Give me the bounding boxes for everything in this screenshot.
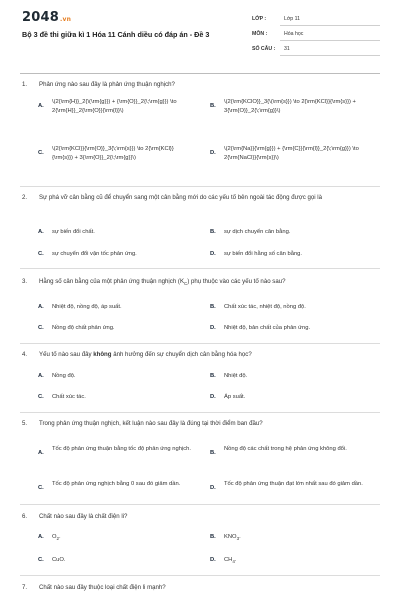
question-number: 3. <box>22 278 28 285</box>
question-number: 6. <box>22 513 28 520</box>
meta-count-underline <box>280 55 380 56</box>
question-number: 5. <box>22 420 28 427</box>
question-number: 7. <box>22 584 28 591</box>
question-text: Chất nào sau đây thuộc loại chất điện li mạnh? <box>39 584 166 591</box>
question-text: Trong phản ứng thuận nghịch, kết luận nào sau đây là đúng tại thời điểm ban đầu? <box>39 420 263 427</box>
question-text: Sự phá vỡ cân bằng cũ để chuyển sang một cân bằng mới do các yếu tố bên ngoài tác động được gọi là <box>39 194 323 201</box>
question-separator <box>20 268 380 269</box>
question-number: 1. <box>22 81 28 88</box>
header-divider <box>20 73 380 74</box>
question-separator <box>20 575 380 576</box>
question-text: Hằng số cân bằng của một phản ứng thuận nghịch $(K_C)$ phụ thuộc vào các yếu tố nào sau? <box>39 278 286 287</box>
question-separator <box>20 186 380 187</box>
header: 2048.vn Bộ 3 đề thi giữa kì 1 Hóa 11 Cánh diều có đáp án - Đề 3 LỚP : Lớp 11 MÔN : Hóa học SỐ CÂU : 31 <box>0 0 400 66</box>
question-separator <box>20 412 380 413</box>
logo-suffix: .vn <box>59 16 72 23</box>
meta-class-underline <box>280 25 380 26</box>
exam-page: 2048.vn Bộ 3 đề thi giữa kì 1 Hóa 11 Cánh diều có đáp án - Đề 3 LỚP : Lớp 11 MÔN : Hóa học SỐ CÂU : 31 1. Phản ứng nào sau đây là phản ứng thuận nghịch? A. \(2{\rm{H}}_2{\(\rm{g}}) + {\rm{O}}_2{\;\rm{g}}) \to 2{\rm{H}}_2{\rm{O}}{\rm{l}}\) B. \(2{\rm{KClO}}_3{\(\rm{s}}) \to 2{\rm{KCl}}{\rm{s}}) + 3{\rm{O}}_2{\;\rm{g}}\) C. \(2{\rm{KCl}}{\rm{O}}_3{\;\rm{s}}) \to 2{\rm{KCl}}{\rm{s}}) + 3{\rm{O}}_2{\;\rm{g}}\) D. \(2{\rm{Na}}{\rm{g}}) + {\rm{C}}{\rm{l}}_2{\;\rm{g}}) \to 2{\rm{NaCl}}{\rm{s}}\) 2. Sự phá vỡ cân bằng cũ để chuyển sang một cân bằng mới do các yếu tố bên ngoài tác động được gọi là A. sự biến đổi chất. B. sự dịch chuyển cân bằng. C. sự chuyển đổi vận tốc phản ứng. D. sự biến đổi hằng số cân bằng. 3. Hằng số cân bằng của một phản ứng thuận nghịch $(K_C)$ phụ thuộc vào các yếu tố nào sau? A. Nhiệt độ, nồng độ, áp suất. B. Chất xúc tác, nhiệt độ, nồng độ. C. Nồng độ chất phản ứng. D. Nhiệt độ, bản chất của phản ứng. 4. Yếu tố nào sau đây không ảnh hưởng đến sự chuyển dịch cân bằng hóa học? A. Nồng độ. B. Nhiệt độ. C. Chất xúc tác. D. Áp suất. 5. Trong phản ứng thuận nghịch, kết luận nào sau đây là đúng tại thời điểm ban đầu? A. Tốc độ phản ứng thuận bằng tốc độ phản ứng nghịch. B. Nồng độ các chất trong hệ phản ứng không đổi. C. Tốc độ phản ứng nghịch bằng 0 sau đó giảm dần. D. Tốc độ phản ứng thuận đạt lớn nhất sau đó giảm dần. 6. Chất nào sau đây là chất điện li? A. $O_2$. B. $KNO_3$. C. CuO. D. $CH_4$. 7. Chất nào sau đây thuộc loại chất điện li mạnh? <box>0 0 400 600</box>
question-text: Phản ứng nào sau đây là phản ứng thuận nghịch? <box>39 81 175 88</box>
question-separator <box>20 504 380 505</box>
question-number: 2. <box>22 194 28 201</box>
question-text: Chất nào sau đây là chất điện li? <box>39 513 128 520</box>
question-number: 4. <box>22 351 28 358</box>
meta-subject-underline <box>280 40 380 41</box>
site-logo[interactable] <box>22 10 71 25</box>
question-separator <box>20 343 380 344</box>
logo-text: 2048 <box>22 10 59 25</box>
page-title: Bộ 3 đề thi giữa kì 1 Hóa 11 Cánh diều có đáp án - Đề 3 <box>22 30 210 39</box>
question-text: Yếu tố nào sau đây không ảnh hưởng đến sự chuyển dịch cân bằng hóa học? <box>39 351 252 358</box>
